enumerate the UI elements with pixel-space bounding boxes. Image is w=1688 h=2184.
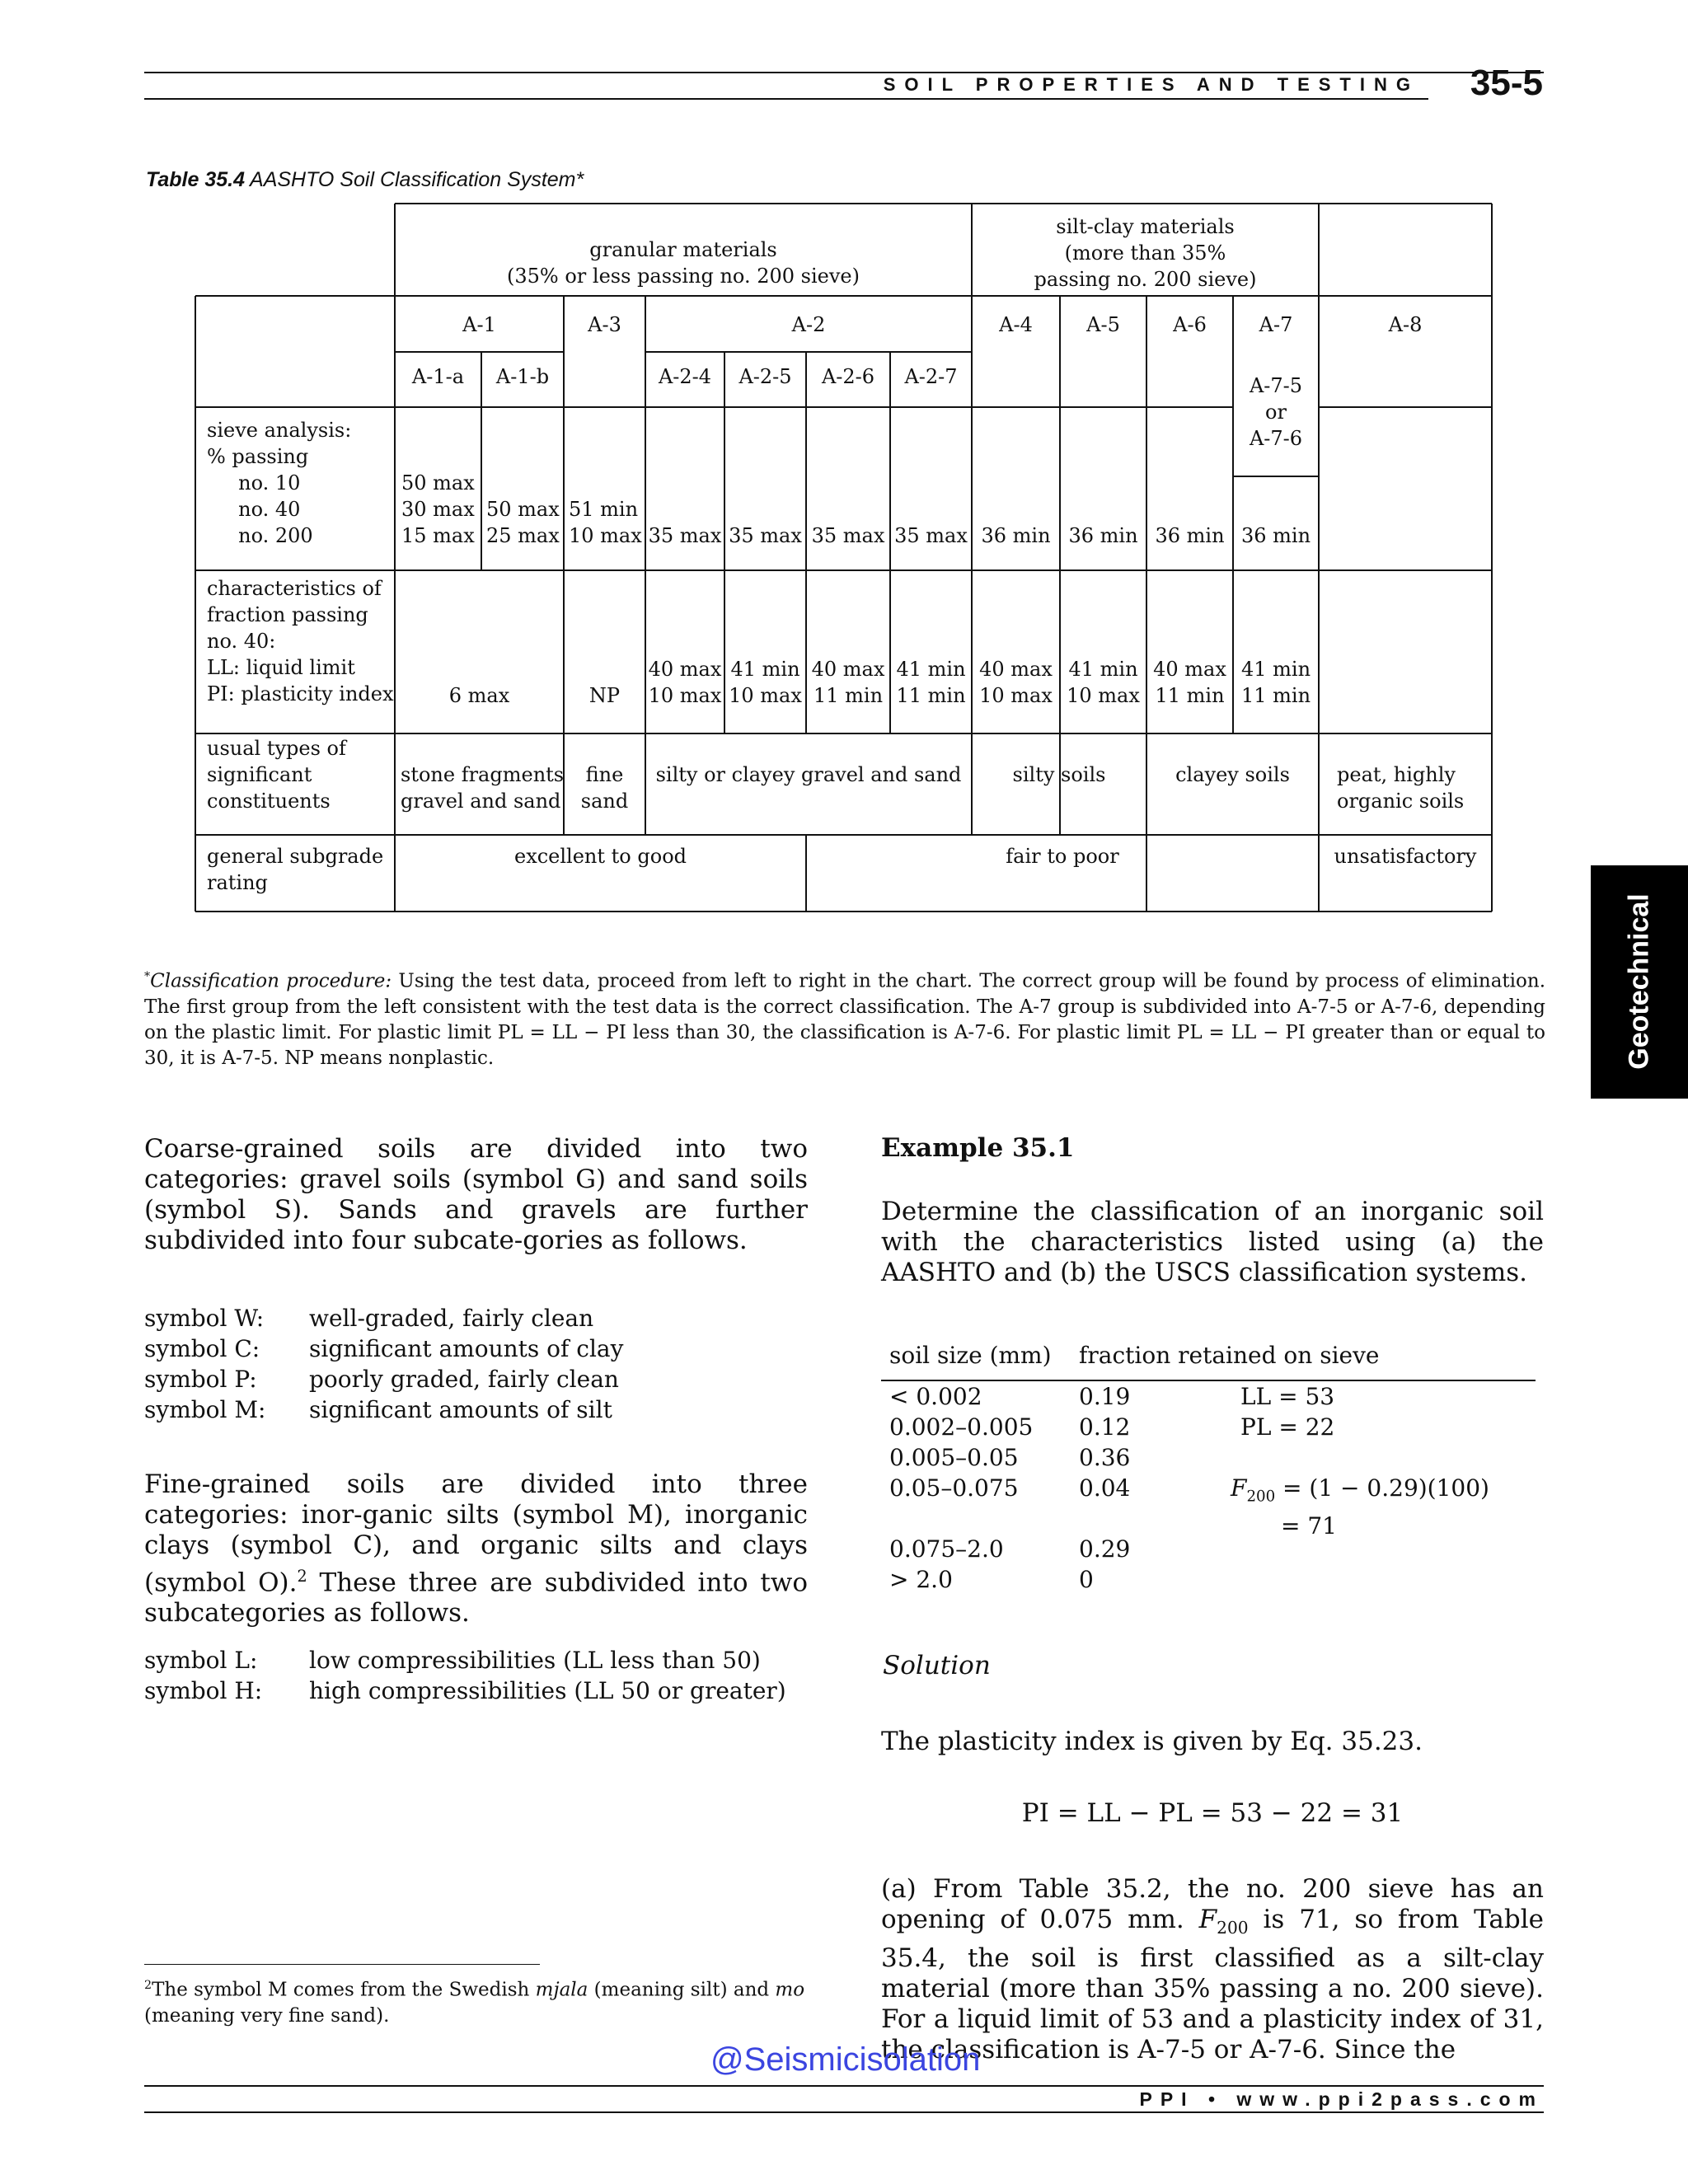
f200-symbol: F (1231, 1474, 1247, 1502)
sieve-a4: 36 min (981, 524, 1051, 547)
plasticity-equation: PI = LL − PL = 53 − 22 = 31 (1021, 1798, 1404, 1828)
sieve-fraction: 0.36 (1079, 1444, 1131, 1471)
sieve-a1b: 50 max 25 max (486, 498, 560, 547)
symbol-item (144, 1675, 808, 1706)
sieve-a5: 36 min (1068, 524, 1138, 547)
symbol-item (144, 1333, 808, 1364)
types-a4-a5: silty soils (1012, 763, 1106, 786)
sieve-row (889, 1381, 982, 1412)
symbol-value: significant amounts of silt (309, 1396, 612, 1423)
symbol-key: symbol M: (144, 1396, 266, 1423)
symbol-list-coarse (144, 1303, 808, 1425)
symbol-key: symbol P: (144, 1366, 257, 1393)
example-text: Determine the classification of an inorganic soil with the characteristics listed using (a) the AASHTO and (b) the USCS classification systems. (881, 1197, 1544, 1287)
types-a3: fine sand (580, 763, 629, 813)
footnote-ref: 2 (297, 1567, 307, 1586)
paragraph-fine-grained (144, 1469, 808, 1629)
sieve-size: 0.075–2.0 (889, 1535, 1004, 1563)
symbol-item (144, 1364, 808, 1394)
sieve-a25: 35 max (729, 524, 802, 547)
sieve-size: 0.002–0.005 (889, 1413, 1034, 1441)
paragraph-coarse-grained: Coarse-grained soils are divided into two categories: gravel soils (symbol G) and sand soils (symbol S). Sands and gravels are further subdivided into four subcate-gories as follows. (144, 1134, 808, 1255)
row-label-characteristics: characteristics of fraction passing no. 40: LL: liquid limit PI: plasticity index (207, 577, 394, 705)
header-rule-top (144, 72, 1544, 73)
solution-intro: The plasticity index is given by Eq. 35.23. (881, 1727, 1423, 1756)
symbol-key: symbol C: (144, 1335, 260, 1362)
symbol-value: well-graded, fairly clean (309, 1305, 594, 1332)
subgroup-a75-a76: A-7-5 or A-7-6 (1249, 374, 1303, 450)
char-a5: 41 min 10 max (1067, 658, 1140, 707)
char-a26: 40 max 11 min (811, 658, 885, 707)
sieve-fraction: 0 (1079, 1566, 1094, 1593)
sieve-a27: 35 max (894, 524, 968, 547)
types-a6-a7: clayey soils (1175, 763, 1290, 786)
paragraph-fine-grained-b: These three are subdivided into two subcategories as follows. (144, 1568, 808, 1629)
footnote-italic: mjala (535, 1979, 588, 2001)
footer-text: PPI • www.ppi2pass.com (1139, 2088, 1544, 2110)
symbol-list-fine (144, 1645, 808, 1706)
group-a7: A-7 (1259, 313, 1293, 336)
header-granular: granular materials (35% or less passing no. 200 sieve) (507, 238, 860, 288)
paragraph-fine-grained-a: Fine-grained soils are divided into three categories: inor-ganic silts (symbol M), inorganic clays (symbol C), and organic silts and clays (symbol O). (144, 1469, 808, 1598)
types-a8: peat, highly organic soils (1337, 763, 1465, 813)
char-a3: NP (588, 684, 621, 707)
section-tab (1591, 865, 1688, 1099)
sieve-a26: 35 max (811, 524, 885, 547)
plastic-limit-value: PL = 22 (1240, 1413, 1335, 1441)
rating-unsatisfactory: unsatisfactory (1334, 845, 1477, 868)
sieve-table-head-fraction: fraction retained on sieve (1079, 1342, 1380, 1369)
sieve-a3: 51 min 10 max (569, 498, 642, 547)
footer-rule-top (144, 2085, 1544, 2087)
symbol-item (144, 1303, 808, 1333)
symbol-item (144, 1645, 808, 1675)
sieve-size: < 0.002 (889, 1383, 982, 1410)
char-a6: 40 max 11 min (1153, 658, 1226, 707)
f200-subscript: 200 (1246, 1488, 1276, 1506)
sieve-a24: 35 max (648, 524, 722, 547)
sieve-a1a: 50 max 30 max 15 max (401, 471, 475, 547)
char-a1: 6 max (448, 684, 510, 707)
table-footnote (144, 964, 1545, 1071)
footnote-italic: mo (775, 1979, 805, 2001)
symbol-value: poorly graded, fairly clean (309, 1366, 619, 1393)
liquid-limit-value: LL = 53 (1240, 1383, 1335, 1410)
subgroup-a25: A-2-5 (738, 365, 792, 388)
sieve-size: 0.005–0.05 (889, 1444, 1019, 1471)
footnote-2 (144, 1973, 808, 2029)
section-tab-label: Geotechnical (1623, 893, 1655, 1070)
footnote-marker: 2 (144, 1979, 152, 1992)
table-footnote-lead: Classification procedure: (150, 970, 392, 992)
watermark: @Seismicisolation (710, 2041, 981, 2078)
solution-part-a (881, 1874, 1544, 2065)
solution-label: Solution (883, 1651, 991, 1680)
group-a5: A-5 (1086, 313, 1120, 336)
symbol-value: low compressibilities (LL less than 50) (309, 1647, 761, 1674)
symbol-item (144, 1394, 808, 1425)
rating-excellent: excellent to good (513, 845, 687, 868)
row-label-sieve: sieve analysis: % passing no. 10 no. 40 no. 200 (207, 419, 352, 547)
char-a7: 41 min 11 min (1240, 658, 1311, 707)
table-caption-label: Table 35.4 (146, 168, 245, 191)
group-a6: A-6 (1173, 313, 1207, 336)
char-a27: 41 min 11 min (896, 658, 966, 707)
page-number: 35-5 (1470, 63, 1543, 103)
group-a3: A-3 (588, 313, 621, 336)
group-a2: A-2 (791, 313, 826, 336)
types-a2: silty or clayey gravel and sand (655, 763, 962, 786)
sieve-fraction: 0.19 (1079, 1383, 1131, 1410)
table-footnote-marker: * (144, 970, 151, 983)
row-label-rating: general subgrade rating (207, 845, 384, 894)
types-a1: stone fragments gravel and sand (401, 763, 565, 813)
sieve-size: > 2.0 (889, 1566, 953, 1593)
subgroup-a27: A-2-7 (904, 365, 958, 388)
running-title: SOIL PROPERTIES AND TESTING (883, 74, 1419, 95)
subgroup-a1a: A-1-a (411, 365, 465, 388)
symbol-key: symbol W: (144, 1305, 265, 1332)
sieve-a7: 36 min (1240, 524, 1311, 547)
char-a4: 40 max 10 max (979, 658, 1053, 707)
table-footnote-text: Using the test data, proceed from left to right in the chart. The correct group will be found by process of elimination. The first group from the left consistent with the test data is the correct classification. The A-7 group is subdivided into A-7-5 or A-7-6, depending on the plastic limit. For plastic limit PL = LL − PI less than 30, the classification is A-7-6. For plastic limit PL = LL − PI greater than or equal to 30, it is A-7-5. NP means nonplastic. (144, 970, 1546, 1069)
group-a8: A-8 (1388, 313, 1423, 336)
subgroup-a24: A-2-4 (658, 365, 712, 388)
f200-symbol: F (1198, 1905, 1217, 1934)
solution-text: is 71, so from Table 35.4, the soil is first classified as a silt-clay material (more than 35% passing a no. 200 sieve). For a liquid limit of 53 and a plasticity index of 31, the classification is A-7-5 or A-7-6. Since the (881, 1905, 1544, 2065)
sieve-a6: 36 min (1155, 524, 1225, 547)
f200-equation (1231, 1473, 1489, 1512)
sieve-fraction: 0.29 (1079, 1535, 1131, 1563)
example-title: Example 35.1 (881, 1133, 1075, 1163)
footnote-text: The symbol M comes from the Swedish (152, 1979, 536, 2001)
subgroup-a1b: A-1-b (495, 365, 550, 388)
sieve-fraction: 0.12 (1079, 1413, 1131, 1441)
sieve-table-head-size: soil size (mm) (889, 1342, 1052, 1369)
char-a25: 41 min 10 max (729, 658, 802, 707)
symbol-key: symbol H: (144, 1677, 263, 1704)
header-silt-clay: silt-clay materials (more than 35% passing no. 200 sieve) (1034, 215, 1257, 291)
rating-fair: fair to poor (1006, 845, 1119, 868)
f200-result: = 71 (1281, 1512, 1337, 1540)
symbol-value: significant amounts of clay (309, 1335, 624, 1362)
char-a24: 40 max 10 max (648, 658, 722, 707)
header-rule-bottom (144, 98, 1428, 100)
row-label-types: usual types of significant constituents (207, 737, 346, 813)
table-caption-text: AASHTO Soil Classification System* (250, 168, 584, 191)
subgroup-a26: A-2-6 (821, 365, 875, 388)
f200-subscript: 200 (1217, 1918, 1249, 1938)
footer-rule-bottom (144, 2111, 1544, 2113)
footnote-text: (meaning silt) and (588, 1979, 776, 2001)
f200-expression: = (1 − 0.29)(100) (1275, 1474, 1489, 1502)
symbol-key: symbol L: (144, 1647, 258, 1674)
solution-text: (a) From Table 35.2, the no. 200 sieve has an opening of 0.075 mm. (881, 1874, 1544, 1934)
group-a1: A-1 (462, 313, 496, 336)
sieve-fraction: 0.04 (1079, 1474, 1131, 1502)
table-caption (146, 168, 584, 192)
footnote-rule (144, 1964, 540, 1965)
footnote-text: (meaning very fine sand). (144, 2004, 390, 2027)
group-a4: A-4 (999, 313, 1033, 336)
sieve-size: 0.05–0.075 (889, 1474, 1019, 1502)
symbol-value: high compressibilities (LL 50 or greater) (309, 1677, 786, 1704)
